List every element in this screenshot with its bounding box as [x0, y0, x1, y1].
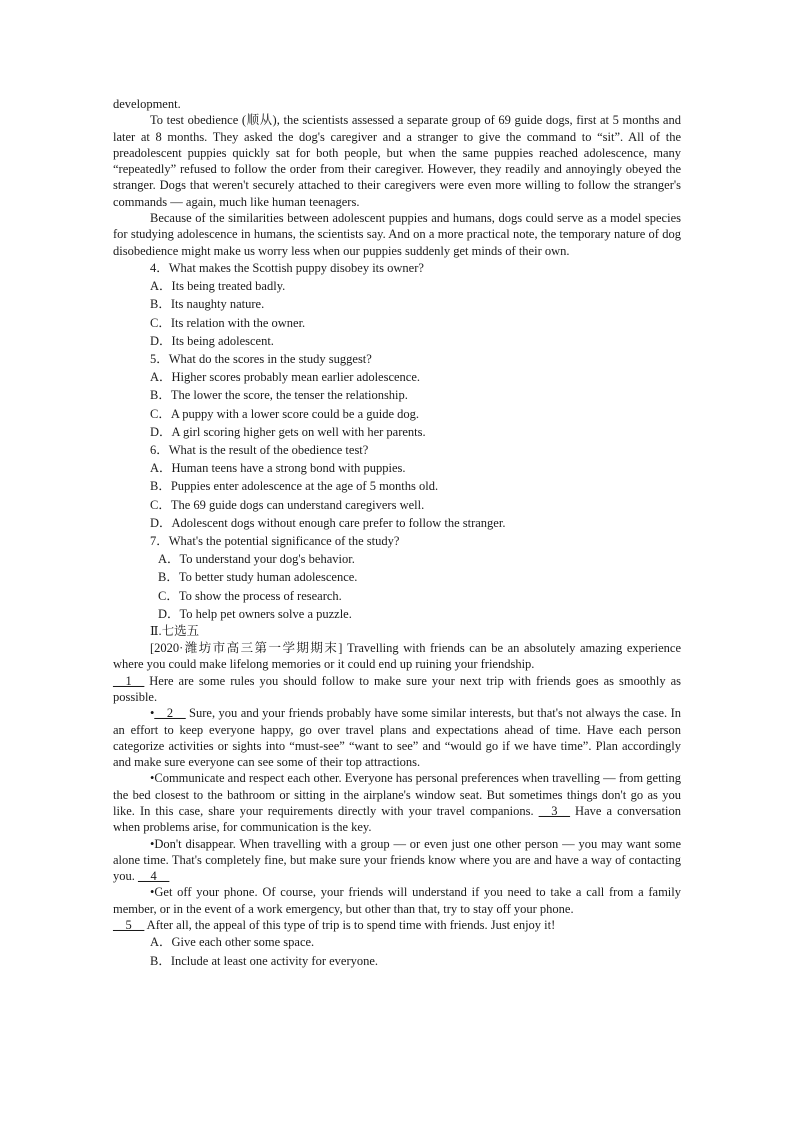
bullet-paragraph [113, 884, 681, 933]
question-stem: 4．What makes the Scottish puppy disobey its owner? [150, 260, 424, 275]
question-stem: 7．What's the potential significance of the study? [150, 534, 400, 549]
answer-option: A．Give each other some space. [150, 935, 315, 950]
answer-option: B．To better study human adolescence. [158, 570, 358, 585]
bullet-text: •Get off your phone. Of course, your friends will understand if you need to take a call from a family member, or in the event of a work emergency, but other than that, try to stay off your phone. [113, 885, 681, 916]
answer-option: B．The lower the score, the tenser the relationship. [150, 388, 408, 403]
section-intro [113, 640, 681, 705]
blank-4: __4__ [138, 869, 170, 884]
passage-paragraph: To test obedience (顺从), the scientists assessed a separate group of 69 guide dogs, first at 5 months and later at 8 months. They asked the dog's caregiver and a stranger to give the command to “sit”. All of the preadolescent puppies quickly sat for both people, but when the same puppies reached adolescence, many “repeatedly” refused to follow the order from their caregiver. However, they readily and annoyingly obeyed the stranger. Dogs that weren't securely attached to their caregivers were even more willing to follow the stranger's commands — again, much like human teenagers. [113, 113, 681, 209]
blank-1: __1__ [113, 673, 145, 688]
answer-option: B．Puppies enter adolescence at the age of 5 months old. [150, 479, 439, 494]
intro-text: [2020·潍坊市高三第一学期期末] Travelling with friends can be an absolutely amazing experience where you could make lifelong memories or it could end up ruining your friendship. [113, 641, 681, 672]
passage-fragment: development. [113, 97, 181, 111]
answer-option: B．Its naughty nature. [150, 297, 265, 312]
section-heading: Ⅱ.七选五 [150, 624, 200, 639]
question-stem: 5．What do the scores in the study suggest? [150, 351, 372, 366]
answer-option: A．Higher scores probably mean earlier adolescence. [150, 370, 421, 385]
answer-option: D．To help pet owners solve a puzzle. [158, 606, 352, 621]
answer-option: C．A puppy with a lower score could be a guide dog. [150, 406, 420, 421]
answer-option: A．Its being treated badly. [150, 279, 286, 294]
bullet-tail: After all, the appeal of this type of trip is to spend time with friends. Just enjoy it! [144, 918, 556, 933]
question-stem: 6．What is the result of the obedience test? [150, 443, 369, 457]
answer-option: C．The 69 guide dogs can understand caregivers well. [150, 497, 425, 512]
passage-paragraph: Because of the similarities between adolescent puppies and humans, dogs could serve as a model species for studying adolescence in humans, the scientists say. And on a more practical note, the temporary nature of dog disobedience might make us worry less when our puppies suddenly get minds of their own. [113, 211, 681, 258]
answer-option: C．To show the process of research. [158, 588, 342, 603]
answer-option: D．Its being adolescent. [150, 333, 274, 348]
bullet-mark: • [150, 706, 155, 721]
bullet-paragraph [113, 705, 681, 770]
blank-2: __2__ [154, 706, 186, 721]
answer-option: C．Its relation with the owner. [150, 315, 306, 330]
answer-option: A．To understand your dog's behavior. [158, 552, 355, 567]
answer-option: A．Human teens have a strong bond with puppies. [150, 461, 406, 476]
blank-5: __5__ [113, 918, 145, 933]
bullet-text: Sure, you and your friends probably have some similar interests, but that's not always the case. In an effort to keep everyone happy, go over travel plans and expectations ahead of time. Have each person categorize activities or sights into “must-see” “want to see” and “would go if we have time”. Plan accordingly and make sure everyone can see some of their top attractions. [113, 706, 681, 770]
answer-option: D．A girl scoring higher gets on well with her parents. [150, 424, 426, 439]
answer-option: D．Adolescent dogs without enough care prefer to follow the stranger. [150, 515, 506, 530]
bullet-paragraph [113, 770, 681, 835]
bullet-paragraph [113, 836, 681, 885]
document-content [113, 96, 681, 970]
intro-tail: Here are some rules you should follow to make sure your next trip with friends goes as smoothly as possible. [113, 673, 681, 704]
bullet-text: •Communicate and respect each other. Everyone has personal preferences when travelling — from getting the bed closest to the bathroom or sitting in the airplane's window seat. But sometimes things don't go as you like. In this case, share your requirements directly with your travel companions. [113, 771, 681, 818]
answer-option: B．Include at least one activity for everyone. [150, 953, 379, 968]
bullet-tail: Have a conversation when problems arise, for communication is the key. [113, 804, 681, 835]
bullet-text: •Don't disappear. When travelling with a group — or even just one other person — you may want some alone time. That's completely fine, but make sure your friends know where you are and have a way of contacting you. [113, 836, 681, 884]
blank-3: __3__ [538, 804, 570, 818]
